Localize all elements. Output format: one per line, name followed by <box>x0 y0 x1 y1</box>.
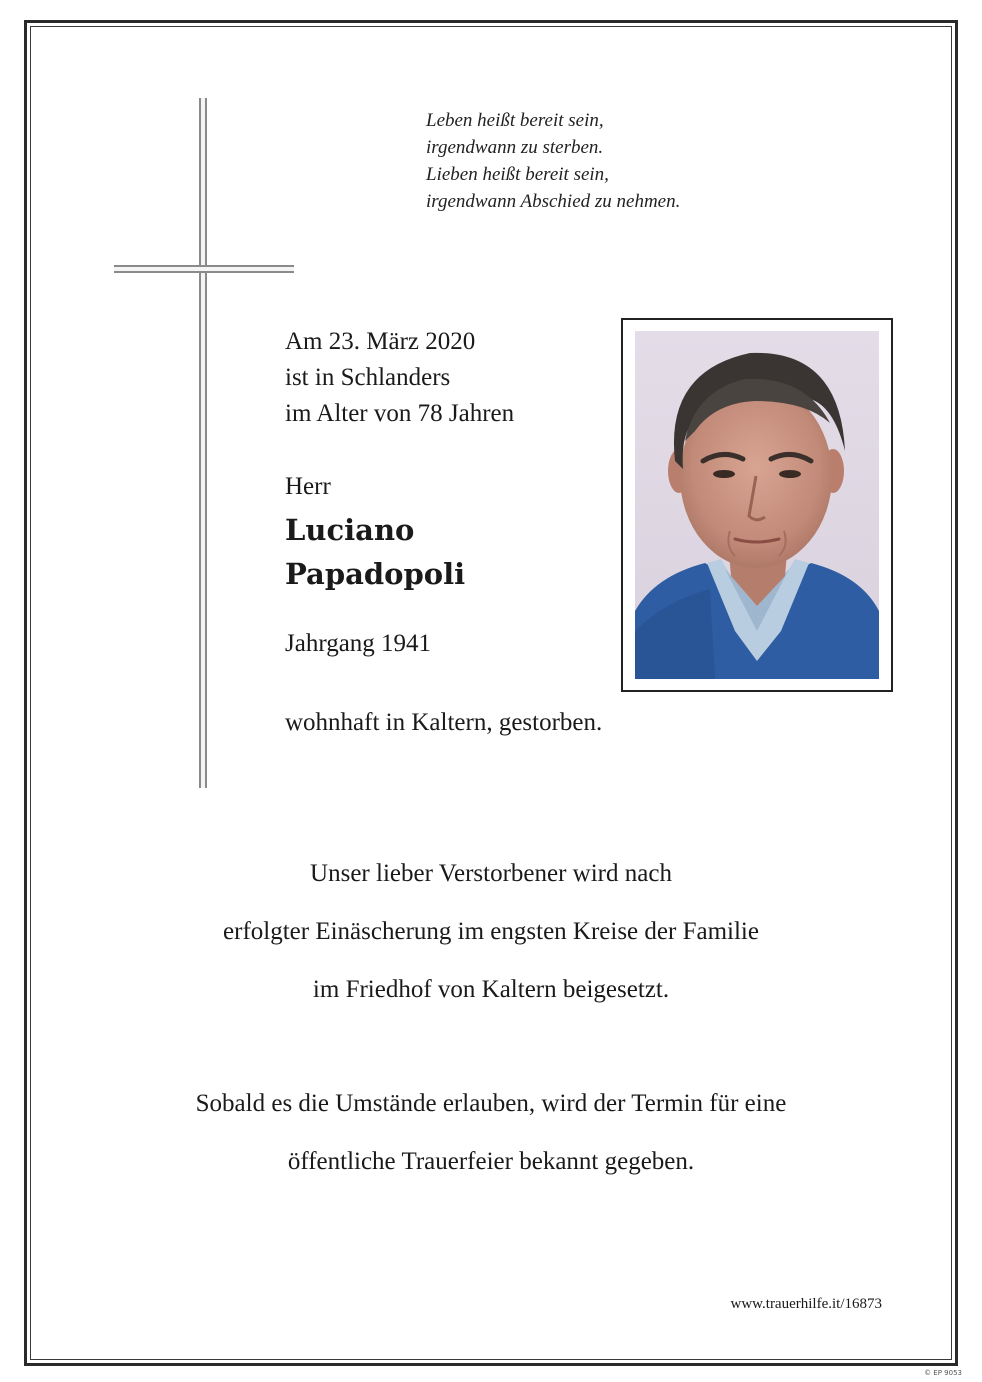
birth-year: Jahrgang 1941 <box>285 630 432 657</box>
cross-horizontal-bar <box>114 265 294 273</box>
verse-line-3: Lieben heißt bereit sein, <box>426 164 609 185</box>
ceremony-message-line-2: öffentliche Trauerfeier bekannt gegeben. <box>287 1148 695 1175</box>
website-link[interactable]: www.trauerhilfe.it/16873 <box>730 1296 882 1312</box>
copyright-note: © EP 9053 <box>924 1369 962 1377</box>
cross-vertical-bar <box>199 98 207 788</box>
intro-line-age: im Alter von 78 Jahren <box>285 400 515 427</box>
residence-line: wohnhaft in Kaltern, gestorben. <box>285 709 603 736</box>
last-name: Papadopoli <box>285 557 466 591</box>
burial-message-line-2: erfolgter Einäscherung im engsten Kreise der Familie <box>223 918 759 945</box>
burial-message-line-3: im Friedhof von Kaltern beigesetzt. <box>312 976 670 1003</box>
verse-quote <box>426 107 680 215</box>
burial-message-line-1: Unser lieber Verstorbener wird nach <box>310 860 672 887</box>
death-announcement-intro <box>285 324 514 432</box>
verse-line-1: Leben heißt bereit sein, <box>426 110 604 131</box>
intro-line-place: ist in Schlanders <box>285 364 451 391</box>
portrait-photo <box>635 331 879 679</box>
verse-line-2: irgendwann zu sterben. <box>426 137 604 158</box>
intro-line-date: Am 23. März 2020 <box>285 328 476 355</box>
deceased-name <box>285 508 465 596</box>
first-name: Luciano <box>285 513 415 547</box>
portrait-frame <box>621 318 893 692</box>
ceremony-message <box>40 1075 942 1191</box>
burial-message <box>40 845 942 1019</box>
verse-line-4: irgendwann Abschied zu nehmen. <box>426 191 681 212</box>
ceremony-message-line-1: Sobald es die Umstände erlauben, wird der Termin für eine <box>195 1090 787 1117</box>
salutation: Herr <box>285 473 331 500</box>
